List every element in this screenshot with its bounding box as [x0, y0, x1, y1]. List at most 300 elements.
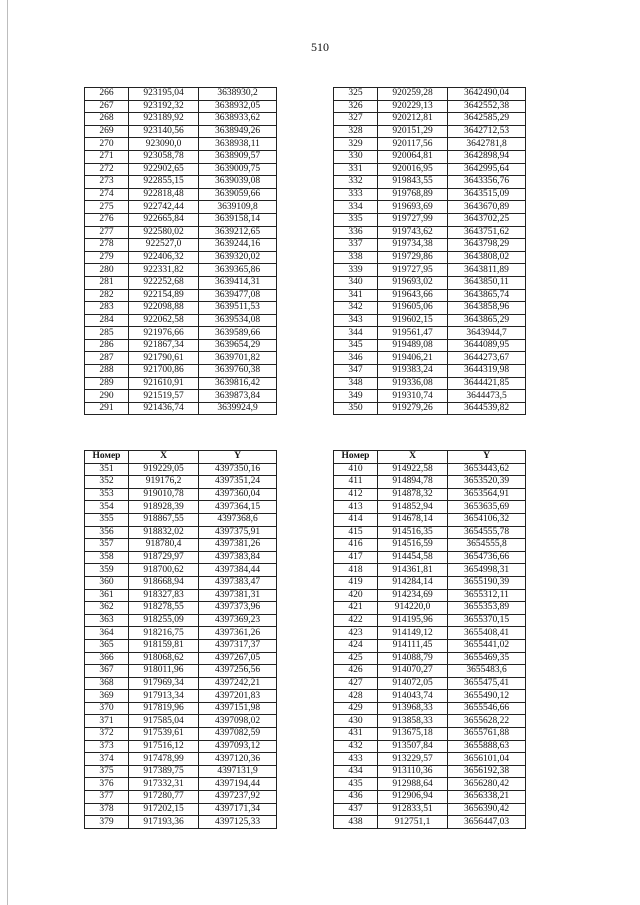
table-row — [85, 402, 277, 415]
table-row — [334, 264, 526, 277]
table-row — [334, 463, 526, 476]
cell-number: 373 — [85, 740, 129, 753]
table-row — [85, 501, 277, 514]
cell-y: 4397373,96 — [199, 602, 277, 615]
cell-number: 363 — [85, 614, 129, 627]
cell-x: 919727,95 — [378, 264, 448, 277]
cell-number: 427 — [334, 677, 378, 690]
cell-x: 913110,36 — [378, 765, 448, 778]
cell-y: 3643865,74 — [448, 289, 526, 302]
cell-number: 327 — [334, 113, 378, 126]
cell-number: 366 — [85, 652, 129, 665]
cell-y: 3656280,42 — [448, 778, 526, 791]
table-row — [334, 226, 526, 239]
cell-number: 275 — [85, 201, 129, 214]
cell-x: 920229,13 — [378, 100, 448, 113]
cell-number: 277 — [85, 226, 129, 239]
cell-x: 921867,34 — [129, 339, 199, 352]
cell-number: 364 — [85, 627, 129, 640]
cell-y: 3644539,82 — [448, 402, 526, 415]
cell-number: 432 — [334, 740, 378, 753]
cell-number: 415 — [334, 526, 378, 539]
cell-x: 919336,08 — [378, 377, 448, 390]
table-row — [334, 513, 526, 526]
cell-number: 350 — [334, 402, 378, 415]
table-row — [334, 327, 526, 340]
cell-number: 269 — [85, 125, 129, 138]
cell-y: 3639816,42 — [199, 377, 277, 390]
cell-number: 281 — [85, 276, 129, 289]
cell-number: 287 — [85, 352, 129, 365]
table-row — [85, 526, 277, 539]
cell-x: 918159,81 — [129, 639, 199, 652]
cell-x: 919643,66 — [378, 289, 448, 302]
cell-x: 921610,91 — [129, 377, 199, 390]
table-row — [334, 390, 526, 403]
cell-number: 377 — [85, 791, 129, 804]
cell-number: 416 — [334, 539, 378, 552]
cell-x: 921700,86 — [129, 365, 199, 378]
cell-x: 917280,77 — [129, 791, 199, 804]
cell-y: 4397368,6 — [199, 513, 277, 526]
cell-number: 341 — [334, 289, 378, 302]
table-row — [334, 201, 526, 214]
cell-number: 340 — [334, 276, 378, 289]
header-number: Номер — [85, 451, 129, 464]
cell-x: 920117,56 — [378, 138, 448, 151]
cell-x: 917539,61 — [129, 728, 199, 741]
table-row — [334, 803, 526, 816]
cell-y: 3639059,66 — [199, 188, 277, 201]
table-row — [85, 352, 277, 365]
cell-x: 914070,27 — [378, 665, 448, 678]
cell-x: 919734,38 — [378, 239, 448, 252]
cell-number: 372 — [85, 728, 129, 741]
cell-x: 922154,89 — [129, 289, 199, 302]
table-row — [85, 778, 277, 791]
table-row — [334, 213, 526, 226]
cell-y: 4397125,33 — [199, 816, 277, 829]
cell-number: 333 — [334, 188, 378, 201]
cell-number: 286 — [85, 339, 129, 352]
cell-y: 4397350,16 — [199, 463, 277, 476]
cell-number: 414 — [334, 513, 378, 526]
cell-x: 917389,75 — [129, 765, 199, 778]
table-row — [334, 690, 526, 703]
cell-number: 280 — [85, 264, 129, 277]
cell-x: 918278,55 — [129, 602, 199, 615]
table-row — [334, 564, 526, 577]
cell-x: 921519,57 — [129, 390, 199, 403]
cell-x: 917969,34 — [129, 677, 199, 690]
cell-number: 342 — [334, 302, 378, 315]
table-row — [85, 677, 277, 690]
cell-number: 359 — [85, 564, 129, 577]
cell-number: 419 — [334, 576, 378, 589]
cell-y: 3643751,62 — [448, 226, 526, 239]
cell-y: 3638949,26 — [199, 125, 277, 138]
cell-number: 335 — [334, 213, 378, 226]
table-row — [334, 138, 526, 151]
cell-number: 337 — [334, 239, 378, 252]
cell-y: 3655469,35 — [448, 652, 526, 665]
table-row — [85, 201, 277, 214]
cell-y: 3642552,38 — [448, 100, 526, 113]
cell-number: 336 — [334, 226, 378, 239]
cell-x: 918729,97 — [129, 551, 199, 564]
cell-y: 3639414,31 — [199, 276, 277, 289]
cell-number: 438 — [334, 816, 378, 829]
cell-number: 346 — [334, 352, 378, 365]
cell-y: 3653443,62 — [448, 463, 526, 476]
table-row — [334, 665, 526, 678]
cell-x: 918668,94 — [129, 576, 199, 589]
cell-y: 3656101,04 — [448, 753, 526, 766]
cell-number: 424 — [334, 639, 378, 652]
table-row — [334, 816, 526, 829]
table-row — [85, 88, 277, 101]
cell-y: 3655761,88 — [448, 728, 526, 741]
cell-y: 4397361,26 — [199, 627, 277, 640]
cell-y: 4397120,36 — [199, 753, 277, 766]
cell-y: 4397383,47 — [199, 576, 277, 589]
cell-number: 338 — [334, 251, 378, 264]
cell-number: 268 — [85, 113, 129, 126]
table-row — [334, 602, 526, 615]
table-row — [85, 150, 277, 163]
cell-x: 914284,14 — [378, 576, 448, 589]
table-row — [85, 715, 277, 728]
cell-y: 4397360,04 — [199, 488, 277, 501]
table-row — [334, 150, 526, 163]
table-row — [334, 125, 526, 138]
cell-x: 917516,12 — [129, 740, 199, 753]
cell-x: 914088,79 — [378, 652, 448, 665]
cell-x: 918255,09 — [129, 614, 199, 627]
cell-y: 3639924,9 — [199, 402, 277, 415]
cell-x: 918832,02 — [129, 526, 199, 539]
cell-y: 3654555,78 — [448, 526, 526, 539]
table-row — [85, 302, 277, 315]
cell-x: 922406,32 — [129, 251, 199, 264]
cell-x: 919743,62 — [378, 226, 448, 239]
cell-x: 917193,36 — [129, 816, 199, 829]
cell-y: 4397098,02 — [199, 715, 277, 728]
table-row — [334, 702, 526, 715]
cell-number: 379 — [85, 816, 129, 829]
cell-y: 4397267,05 — [199, 652, 277, 665]
cell-number: 274 — [85, 188, 129, 201]
coordinates-table-1 — [84, 87, 277, 415]
cell-y: 3639701,82 — [199, 352, 277, 365]
table-row — [85, 314, 277, 327]
cell-number: 433 — [334, 753, 378, 766]
cell-y: 3653635,69 — [448, 501, 526, 514]
table-row — [85, 740, 277, 753]
table-row — [85, 138, 277, 151]
cell-x: 923090,0 — [129, 138, 199, 151]
cell-x: 912751,1 — [378, 816, 448, 829]
cell-x: 917202,15 — [129, 803, 199, 816]
table-row — [334, 501, 526, 514]
cell-number: 353 — [85, 488, 129, 501]
table-row — [334, 765, 526, 778]
cell-number: 367 — [85, 665, 129, 678]
table-row — [334, 753, 526, 766]
cell-number: 273 — [85, 176, 129, 189]
cell-x: 922252,68 — [129, 276, 199, 289]
cell-x: 914878,32 — [378, 488, 448, 501]
cell-number: 356 — [85, 526, 129, 539]
table-row — [334, 639, 526, 652]
table-row — [334, 589, 526, 602]
cell-x: 913229,57 — [378, 753, 448, 766]
cell-x: 913968,33 — [378, 702, 448, 715]
cell-x: 922855,15 — [129, 176, 199, 189]
table-row — [85, 100, 277, 113]
cell-x: 918068,62 — [129, 652, 199, 665]
cell-number: 267 — [85, 100, 129, 113]
table-header-row — [334, 451, 526, 464]
cell-number: 374 — [85, 753, 129, 766]
cell-x: 919310,74 — [378, 390, 448, 403]
table-row — [334, 715, 526, 728]
cell-x: 919602,15 — [378, 314, 448, 327]
cell-number: 354 — [85, 501, 129, 514]
cell-y: 4397237,92 — [199, 791, 277, 804]
cell-y: 3642995,64 — [448, 163, 526, 176]
table-row — [85, 753, 277, 766]
cell-y: 4397201,83 — [199, 690, 277, 703]
cell-number: 271 — [85, 150, 129, 163]
cell-x: 919229,05 — [129, 463, 199, 476]
cell-y: 3639654,29 — [199, 339, 277, 352]
cell-y: 3644473,5 — [448, 390, 526, 403]
cell-x: 918780,4 — [129, 539, 199, 552]
cell-x: 922742,44 — [129, 201, 199, 214]
table-row — [85, 239, 277, 252]
cell-x: 918700,62 — [129, 564, 199, 577]
page-edge-line — [7, 0, 8, 905]
cell-y: 3655475,41 — [448, 677, 526, 690]
cell-y: 4397364,15 — [199, 501, 277, 514]
cell-y: 3655353,89 — [448, 602, 526, 615]
cell-y: 3643811,89 — [448, 264, 526, 277]
cell-x: 914361,81 — [378, 564, 448, 577]
cell-x: 920064,81 — [378, 150, 448, 163]
cell-y: 3639039,08 — [199, 176, 277, 189]
cell-x: 918928,39 — [129, 501, 199, 514]
cell-y: 3639511,53 — [199, 302, 277, 315]
cell-number: 351 — [85, 463, 129, 476]
cell-y: 3643944,7 — [448, 327, 526, 340]
cell-x: 919843,55 — [378, 176, 448, 189]
cell-x: 920151,29 — [378, 125, 448, 138]
table-row — [85, 390, 277, 403]
cell-y: 3638933,62 — [199, 113, 277, 126]
cell-number: 345 — [334, 339, 378, 352]
table-row — [334, 377, 526, 390]
cell-number: 355 — [85, 513, 129, 526]
cell-y: 3643356,76 — [448, 176, 526, 189]
cell-number: 428 — [334, 690, 378, 703]
cell-number: 285 — [85, 327, 129, 340]
cell-number: 329 — [334, 138, 378, 151]
cell-y: 4397383,84 — [199, 551, 277, 564]
table-row — [334, 677, 526, 690]
cell-number: 429 — [334, 702, 378, 715]
cell-y: 4397369,23 — [199, 614, 277, 627]
cell-number: 325 — [334, 88, 378, 101]
cell-y: 3656447,03 — [448, 816, 526, 829]
table-row — [85, 665, 277, 678]
table-row — [334, 289, 526, 302]
table-row — [334, 239, 526, 252]
cell-number: 422 — [334, 614, 378, 627]
table-row — [334, 276, 526, 289]
table-row — [85, 564, 277, 577]
cell-y: 3653520,39 — [448, 476, 526, 489]
cell-number: 411 — [334, 476, 378, 489]
cell-number: 375 — [85, 765, 129, 778]
table-row — [85, 327, 277, 340]
cell-y: 3655312,11 — [448, 589, 526, 602]
table-row — [85, 816, 277, 829]
cell-x: 921790,61 — [129, 352, 199, 365]
cell-y: 3656338,21 — [448, 791, 526, 804]
table-row — [334, 339, 526, 352]
cell-x: 922818,48 — [129, 188, 199, 201]
cell-x: 914043,74 — [378, 690, 448, 703]
cell-x: 914220,0 — [378, 602, 448, 615]
cell-number: 360 — [85, 576, 129, 589]
cell-number: 420 — [334, 589, 378, 602]
cell-y: 3638909,57 — [199, 150, 277, 163]
table-row — [334, 728, 526, 741]
table-row — [85, 339, 277, 352]
cell-y: 3644089,95 — [448, 339, 526, 352]
cell-y: 3642781,8 — [448, 138, 526, 151]
cell-number: 421 — [334, 602, 378, 615]
cell-y: 3644273,67 — [448, 352, 526, 365]
cell-y: 4397384,44 — [199, 564, 277, 577]
cell-y: 3643858,96 — [448, 302, 526, 315]
cell-number: 361 — [85, 589, 129, 602]
table-row — [334, 551, 526, 564]
cell-y: 4397093,12 — [199, 740, 277, 753]
cell-y: 3655888,63 — [448, 740, 526, 753]
table-row — [85, 803, 277, 816]
cell-x: 921436,74 — [129, 402, 199, 415]
cell-y: 3654555,8 — [448, 539, 526, 552]
cell-x: 919561,47 — [378, 327, 448, 340]
coordinates-table-2 — [333, 87, 526, 415]
table-row — [85, 765, 277, 778]
cell-y: 4397375,91 — [199, 526, 277, 539]
cell-y: 3655190,39 — [448, 576, 526, 589]
header-number: Номер — [334, 451, 378, 464]
table-row — [85, 125, 277, 138]
cell-y: 4397151,98 — [199, 702, 277, 715]
table-row — [85, 728, 277, 741]
cell-y: 3639212,65 — [199, 226, 277, 239]
table-row — [85, 614, 277, 627]
cell-number: 362 — [85, 602, 129, 615]
cell-number: 418 — [334, 564, 378, 577]
table-row — [85, 652, 277, 665]
table-header-row — [85, 451, 277, 464]
cell-number: 378 — [85, 803, 129, 816]
cell-y: 3656390,42 — [448, 803, 526, 816]
cell-number: 436 — [334, 791, 378, 804]
cell-x: 914195,96 — [378, 614, 448, 627]
cell-x: 920259,28 — [378, 88, 448, 101]
table-row — [334, 314, 526, 327]
table-row — [334, 113, 526, 126]
cell-number: 290 — [85, 390, 129, 403]
cell-number: 417 — [334, 551, 378, 564]
cell-y: 3638932,05 — [199, 100, 277, 113]
cell-x: 922527,0 — [129, 239, 199, 252]
cell-y: 3639760,38 — [199, 365, 277, 378]
cell-y: 3642898,94 — [448, 150, 526, 163]
cell-x: 918327,83 — [129, 589, 199, 602]
cell-number: 357 — [85, 539, 129, 552]
table-row — [334, 100, 526, 113]
cell-number: 376 — [85, 778, 129, 791]
cell-x: 923058,78 — [129, 150, 199, 163]
cell-x: 923189,92 — [129, 113, 199, 126]
cell-number: 328 — [334, 125, 378, 138]
cell-x: 917819,96 — [129, 702, 199, 715]
cell-number: 437 — [334, 803, 378, 816]
table-row — [85, 702, 277, 715]
table-row — [85, 213, 277, 226]
cell-y: 3655441,02 — [448, 639, 526, 652]
cell-y: 3638938,11 — [199, 138, 277, 151]
cell-number: 430 — [334, 715, 378, 728]
cell-x: 917332,31 — [129, 778, 199, 791]
cell-x: 914149,12 — [378, 627, 448, 640]
cell-y: 3642490,04 — [448, 88, 526, 101]
table-row — [85, 639, 277, 652]
cell-number: 410 — [334, 463, 378, 476]
cell-y: 3642585,29 — [448, 113, 526, 126]
table-row — [85, 576, 277, 589]
cell-x: 912988,64 — [378, 778, 448, 791]
table-row — [334, 576, 526, 589]
cell-x: 919727,99 — [378, 213, 448, 226]
table-row — [334, 526, 526, 539]
coordinates-table-4 — [333, 450, 526, 829]
cell-number: 371 — [85, 715, 129, 728]
cell-y: 3639158,14 — [199, 213, 277, 226]
cell-number: 412 — [334, 488, 378, 501]
cell-y: 3639320,02 — [199, 251, 277, 264]
cell-x: 919729,86 — [378, 251, 448, 264]
cell-x: 914072,05 — [378, 677, 448, 690]
cell-number: 279 — [85, 251, 129, 264]
table-row — [334, 614, 526, 627]
table-row — [334, 652, 526, 665]
cell-x: 917478,99 — [129, 753, 199, 766]
cell-y: 3643850,11 — [448, 276, 526, 289]
cell-y: 3643515,09 — [448, 188, 526, 201]
cell-number: 348 — [334, 377, 378, 390]
cell-x: 914454,58 — [378, 551, 448, 564]
cell-x: 912833,51 — [378, 803, 448, 816]
cell-number: 291 — [85, 402, 129, 415]
